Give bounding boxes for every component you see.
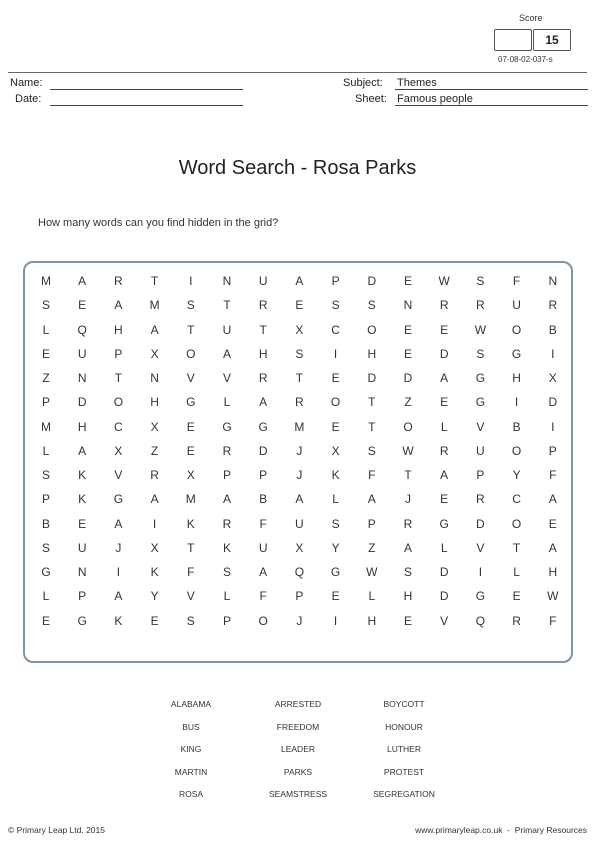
grid-letter: Q	[475, 613, 486, 628]
grid-letter: G	[41, 565, 51, 579]
grid-letter: A	[259, 395, 268, 410]
grid-letter: S	[367, 443, 376, 458]
grid-letter: G	[113, 492, 124, 507]
grid-letter: A	[367, 492, 376, 507]
grid-letter: F	[549, 613, 557, 628]
grid-letter: L	[513, 565, 520, 579]
grid-letter: E	[512, 589, 521, 604]
grid-letter: L	[42, 589, 50, 604]
grid-letter: K	[78, 468, 87, 482]
grid-letter: A	[78, 443, 87, 458]
grid-letter: I	[333, 613, 338, 628]
grid-letter: A	[259, 565, 268, 579]
grid-letter: S	[403, 565, 412, 579]
grid-letter: C	[512, 492, 521, 507]
grid-letter: N	[548, 274, 558, 288]
grid-letter: S	[186, 613, 195, 628]
word-list-item: BUS	[182, 721, 200, 732]
header-rule	[8, 72, 587, 73]
grid-letter: O	[258, 613, 268, 628]
grid-letter: O	[186, 346, 196, 361]
grid-letter: H	[512, 371, 521, 385]
sheet-value: Famous people	[397, 93, 473, 105]
grid-letter: U	[258, 540, 268, 555]
word-list-item: SEGREGATION	[373, 789, 435, 799]
grid-letter: G	[186, 395, 196, 410]
grid-letter: G	[330, 565, 341, 579]
grid-letter: T	[259, 322, 267, 337]
grid-letter: D	[548, 395, 558, 410]
grid-letter: T	[368, 419, 376, 434]
grid-letter: K	[331, 468, 340, 482]
grid-letter: P	[114, 346, 123, 361]
grid-letter: D	[403, 371, 413, 385]
grid-letter: I	[116, 565, 121, 579]
word-list-item: ALABAMA	[170, 699, 212, 709]
grid-letter: K	[78, 492, 87, 507]
grid-letter: S	[476, 346, 485, 361]
grid-letter: J	[296, 613, 303, 628]
grid-letter: T	[368, 395, 376, 410]
grid-letter: X	[150, 419, 159, 434]
grid-letter: D	[439, 346, 449, 361]
grid-letter: G	[258, 419, 268, 434]
grid-letter: R	[222, 516, 232, 531]
grid-letter: R	[222, 443, 232, 458]
grid-letter: H	[548, 565, 558, 579]
grid-letter: I	[478, 565, 483, 579]
grid-letter: L	[332, 492, 339, 507]
grid-letter: C	[331, 322, 340, 337]
grid-letter: I	[551, 419, 555, 434]
grid-letter: E	[295, 298, 304, 313]
grid-letter: F	[187, 565, 195, 579]
grid-letter: M	[185, 492, 196, 507]
grid-letter: P	[222, 613, 231, 628]
grid-letter: L	[368, 589, 376, 604]
grid-letter: G	[439, 516, 449, 531]
grid-letter: X	[331, 443, 340, 458]
grid-letter: D	[476, 516, 485, 531]
grid-letter: V	[186, 371, 195, 385]
grid-letter: O	[511, 516, 522, 531]
grid-letter: V	[476, 540, 485, 555]
grid-letter: X	[295, 540, 304, 555]
grid-letter: T	[187, 322, 195, 337]
grid-letter: U	[258, 274, 268, 288]
grid-letter: R	[548, 298, 558, 313]
grid-letter: A	[403, 540, 412, 555]
grid-letter: H	[258, 346, 268, 361]
grid-letter: B	[41, 516, 50, 531]
grid-letter: T	[150, 274, 159, 288]
grid-letter: E	[403, 346, 412, 361]
word-list-item: SEAMSTRESS	[268, 789, 328, 799]
grid-letter: D	[258, 443, 268, 458]
grid-letter: G	[511, 346, 522, 361]
grid-letter: U	[222, 322, 232, 337]
score-value: 15	[533, 29, 571, 51]
grid-letter: E	[331, 419, 340, 434]
grid-letter: R	[258, 298, 268, 313]
grid-letter: M	[41, 274, 51, 288]
grid-letter: W	[438, 274, 450, 288]
score-label: Score	[519, 13, 543, 23]
grid-letter: K	[114, 613, 123, 628]
grid-letter: R	[439, 298, 449, 313]
grid-letter: L	[42, 443, 50, 458]
grid-letter: A	[150, 322, 159, 337]
subject-field	[395, 89, 588, 90]
grid-letter: V	[114, 468, 123, 482]
grid-letter: Y	[512, 468, 521, 482]
grid-letter: E	[150, 613, 159, 628]
grid-letter: S	[476, 274, 485, 288]
grid-letter: M	[149, 298, 160, 313]
grid-letter: A	[114, 516, 123, 531]
grid-letter: I	[152, 516, 157, 531]
grid-letter: J	[296, 468, 303, 482]
grid-letter: D	[367, 274, 377, 288]
grid-letter: B	[259, 492, 268, 507]
grid-letter: A	[548, 540, 557, 555]
grid-letter: R	[114, 274, 123, 288]
grid-letter: A	[222, 492, 231, 507]
grid-letter: J	[115, 540, 122, 555]
grid-letter: O	[113, 395, 124, 410]
grid-letter: L	[223, 589, 231, 604]
grid-letter: F	[549, 468, 557, 482]
word-list-item: ARRESTED	[274, 699, 322, 709]
word-list-item: PROTEST	[383, 766, 425, 777]
grid-letter: U	[295, 516, 304, 531]
grid-letter: E	[403, 613, 412, 628]
grid-letter: P	[331, 274, 340, 288]
grid-letter: W	[474, 322, 487, 337]
word-list-item: BOYCOTT	[383, 699, 425, 709]
grid-letter: Y	[331, 540, 340, 555]
grid-letter: Y	[150, 589, 159, 604]
grid-letter: H	[77, 419, 87, 434]
grid-letter: E	[403, 274, 412, 288]
grid-letter: U	[512, 298, 521, 313]
grid-letter: I	[551, 346, 555, 361]
word-list-item: FREEDOM	[276, 721, 320, 732]
grid-letter: P	[548, 443, 557, 458]
grid-letter: N	[150, 371, 159, 385]
grid-letter: P	[476, 468, 485, 482]
grid-letter: S	[41, 468, 50, 482]
grid-letter: S	[41, 298, 50, 313]
grid-letter: T	[223, 298, 231, 313]
grid-letter: O	[330, 395, 341, 410]
grid-letter: U	[77, 540, 87, 555]
grid-letter: N	[77, 565, 87, 579]
grid-letter: L	[440, 419, 448, 434]
grid-letter: E	[331, 589, 340, 604]
grid-letter: I	[514, 395, 519, 410]
grid-letter: V	[440, 613, 449, 628]
grid-letter: R	[476, 492, 485, 507]
grid-letter: P	[41, 492, 50, 507]
grid-letter: C	[114, 419, 123, 434]
grid-letter: F	[259, 516, 267, 531]
grid-letter: H	[150, 395, 159, 410]
grid-letter: B	[512, 419, 521, 434]
grid-letter: L	[42, 322, 50, 337]
grid-letter: E	[440, 322, 449, 337]
name-label: Name:	[10, 77, 43, 89]
grid-letter: R	[512, 613, 521, 628]
grid-letter: E	[440, 492, 449, 507]
grid-letter: S	[41, 540, 50, 555]
date-label: Date:	[15, 93, 42, 105]
grid-letter: S	[331, 516, 340, 531]
grid-letter: A	[222, 346, 231, 361]
grid-letter: A	[440, 468, 449, 482]
grid-letter: T	[114, 371, 123, 385]
grid-letter: F	[368, 468, 376, 482]
grid-letter: H	[367, 613, 377, 628]
grid-letter: O	[511, 322, 522, 337]
grid-letter: T	[187, 540, 195, 555]
grid-letter: E	[78, 516, 87, 531]
grid-letter: D	[77, 395, 87, 410]
grid-letter: P	[259, 468, 268, 482]
grid-letter: E	[41, 346, 50, 361]
grid-letter: X	[295, 322, 304, 337]
grid-letter: Q	[77, 322, 87, 337]
grid-letter: F	[512, 274, 521, 288]
grid-letter: R	[258, 371, 268, 385]
grid-letter: G	[222, 419, 232, 434]
word-list-item: KING	[180, 744, 202, 754]
grid-letter: E	[403, 322, 412, 337]
grid-letter: N	[77, 371, 87, 385]
word-list-item: ROSA	[178, 789, 204, 799]
grid-letter: V	[186, 589, 195, 604]
grid-letter: Z	[150, 443, 159, 458]
grid-letter: A	[78, 274, 87, 288]
grid-letter: E	[78, 298, 87, 313]
grid-letter: A	[114, 298, 123, 313]
grid-letter: X	[186, 468, 195, 482]
grid-letter: W	[402, 443, 414, 458]
grid-letter: L	[223, 395, 231, 410]
grid-letter: Z	[368, 540, 376, 555]
grid-letter: H	[367, 346, 377, 361]
grid-letter: W	[547, 589, 559, 604]
grid-letter: A	[295, 274, 304, 288]
grid-letter: E	[548, 516, 557, 531]
grid-letter: E	[186, 419, 195, 434]
grid-letter: O	[511, 443, 522, 458]
grid-letter: M	[41, 419, 51, 434]
sheet-field	[395, 105, 588, 106]
grid-letter: S	[331, 298, 340, 313]
grid-letter: E	[440, 395, 449, 410]
grid-letter: T	[512, 540, 521, 555]
grid-letter: X	[150, 540, 159, 555]
grid-letter: S	[186, 298, 195, 313]
word-list-item: LUTHER	[386, 744, 421, 754]
grid-letter: U	[77, 346, 87, 361]
grid-letter: A	[440, 371, 449, 385]
grid-letter: S	[222, 565, 231, 579]
score-empty-box	[494, 29, 532, 51]
grid-letter: R	[439, 443, 449, 458]
word-list-item: LEADER	[280, 744, 315, 754]
grid-letter: W	[366, 565, 378, 579]
grid-letter: J	[405, 492, 411, 507]
subject-label: Subject:	[343, 77, 383, 89]
grid-letter: D	[439, 565, 449, 579]
grid-letter: T	[295, 371, 304, 385]
grid-letter: E	[331, 371, 340, 385]
grid-letter: G	[475, 395, 486, 410]
grid-letter: E	[186, 443, 195, 458]
grid-letter: I	[333, 346, 338, 361]
grid-letter: H	[114, 322, 123, 337]
grid-letter: D	[439, 589, 449, 604]
grid-letter: E	[41, 613, 50, 628]
grid-letter: A	[548, 492, 557, 507]
grid-letter: V	[222, 371, 231, 385]
grid-letter: X	[114, 443, 123, 458]
word-list-item: HONOUR	[385, 721, 423, 732]
grid-letter: N	[403, 298, 413, 313]
grid-letter: N	[222, 274, 232, 288]
grid-letter: R	[403, 516, 413, 531]
grid-letter: R	[476, 298, 485, 313]
grid-letter: I	[189, 274, 193, 288]
grid-letter: F	[259, 589, 267, 604]
grid-letter: P	[41, 395, 50, 410]
date-field[interactable]	[50, 105, 243, 106]
grid-letter: G	[475, 371, 486, 385]
grid-letter: O	[403, 419, 413, 434]
grid-letter: K	[186, 516, 195, 531]
grid-letter: U	[476, 443, 485, 458]
grid-letter: A	[150, 492, 159, 507]
grid-letter: P	[367, 516, 376, 531]
grid-letter: K	[150, 565, 159, 579]
grid-letter: L	[440, 540, 448, 555]
grid-letter: X	[150, 346, 159, 361]
grid-letter: Q	[294, 565, 305, 579]
grid-letter: S	[367, 298, 376, 313]
grid-letter: K	[222, 540, 231, 555]
word-list-item: MARTIN	[174, 766, 208, 777]
page-title: Word Search - Rosa Parks	[178, 157, 417, 179]
grid-letter: M	[294, 419, 305, 434]
grid-letter: R	[150, 468, 159, 482]
name-field[interactable]	[50, 89, 243, 90]
grid-letter: P	[295, 589, 304, 604]
grid-letter: S	[295, 346, 304, 361]
grid-letter: A	[114, 589, 123, 604]
grid-letter: J	[296, 443, 303, 458]
grid-letter: V	[476, 419, 485, 434]
sheet-label: Sheet:	[355, 93, 387, 105]
word-list-item: PARKS	[283, 766, 313, 777]
grid-letter: B	[548, 322, 557, 337]
grid-letter: P	[78, 589, 87, 604]
grid-letter: O	[367, 322, 377, 337]
grid-letter: G	[475, 589, 486, 604]
subject-value: Themes	[397, 77, 437, 89]
grid-letter: A	[295, 492, 304, 507]
instructions: How many words can you find hidden in the grid?	[38, 217, 279, 229]
sheet-code: 07-08-02-037-s	[498, 55, 553, 64]
footer-site: www.primaryleap.co.uk - Primary Resources	[415, 825, 587, 835]
grid-letter: H	[403, 589, 413, 604]
grid-letter: G	[77, 613, 87, 628]
footer-copyright: © Primary Leap Ltd. 2015	[8, 825, 105, 835]
grid-letter: R	[295, 395, 304, 410]
grid-letter: T	[404, 468, 412, 482]
grid-letter: X	[548, 371, 557, 385]
grid-letter: Z	[404, 395, 412, 410]
grid-letter: Z	[42, 371, 50, 385]
grid-letter: P	[222, 468, 231, 482]
grid-letter: D	[367, 371, 377, 385]
